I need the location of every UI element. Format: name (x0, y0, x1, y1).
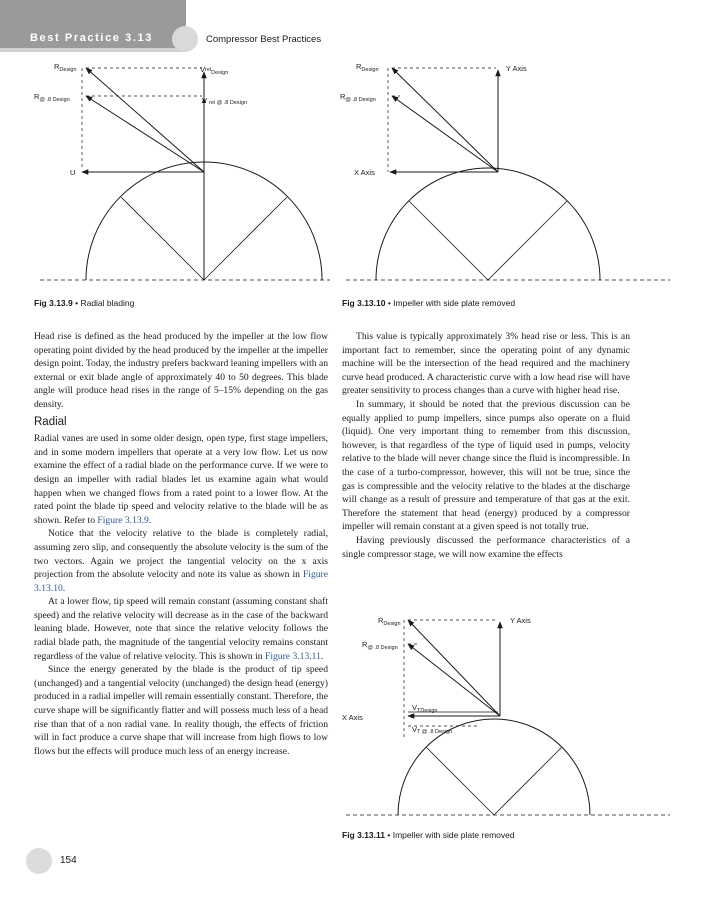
paragraph: Head rise is defined as the head produced by the impeller at the low flow operating point divided by the head produced by the impeller at the impeller design point. Today, the industry prefers backward leaning impellers with an external or exit blade angle of approximately 40 to 50 degrees. This blade angle will produce head rises in the range of 5–15% depending on the gas density. (34, 331, 328, 410)
right-column (342, 330, 630, 561)
header-band-shadow (0, 48, 186, 52)
figure-3-13-10 (340, 60, 675, 295)
paragraph: Radial vanes are used in some older design, open type, first stage impellers, and in some modern impellers that operate at a very low flow. Let us now examine the effect of a radial blade on the performance curve. If we were to design an impeller with radial blades let us examine again what would happen when we changed flows from a rated point to a lower flow. At the rated point the blade tip speed and velocity relative to the blade will be as shown. Refer to Figure 3.13.9. (34, 433, 328, 526)
figure-3-13-9 (30, 60, 340, 295)
label-r-08-design-10: $R_{@ .8 Design}$ (340, 92, 376, 103)
caption-fig-3-13-10: Fig 3.13.10 • Impeller with side plate removed (342, 298, 516, 308)
paragraph: Since the energy generated by the blade is the product of tip speed (unchanged) and a tangential velocity (unchanged) the design head (energy) produced in a radial impeller will remain essentially constant. Therefore, the curve shape will be significantly flatter and will possess much less of a head rise than that of a non radial vane. In reality though, the effects of friction will in fact produce a curve shape that will increase from high flows to low flows but the effects will produce much less of an energy increase. (34, 664, 328, 757)
figure-3-13-11 (340, 612, 675, 822)
label-vrel-08-design: V rel @ .8 Design (202, 96, 248, 106)
page-number-ornament (26, 848, 52, 874)
label-u: U (70, 168, 76, 177)
label-vt-design: $V_{TDesign}$ (412, 703, 438, 714)
page-number: 154 (60, 855, 77, 866)
paragraph: This value is typically approximately 3% head rise or less. This is an important fact to remember, since the operating point of any dynamic machine will be the intersection of the head required and the machinery curve head produced. A characteristic curve with a low head rise will have greater sensitivity to process changes than a curve with higher head rise. (342, 331, 630, 397)
label-r-design-10: $R_{Design}$ (356, 62, 379, 73)
figure-3-13-11-diagram (340, 612, 675, 822)
paragraph: In summary, it should be noted that the previous discussion can be equally applied to pump impellers, since pumps also operate on a fluid (liquid). One very important thing to remember from this discussion, however, is that regardless of the type of liquid used in pumps, velocity relative to the blade will never change since the fluid is incompressible. In the case of a turbo-compressor, however, this will not be true, since the gas is compressible and the velocity relative to the blades at the discharge will change as a result of pressure and temperature of that gas at the exit. Therefore the statement that head (energy) produced by a compressor impeller will remain constant at a given speed is not totally true. (342, 398, 630, 533)
paragraph: Notice that the velocity relative to the blade is completely radial, assuming zero slip, and consequently the absolute velocity is the sum of the two vectors. Again we project the tangential velocity on the x axis projection from the absolute velocity and note its value as shown in Figure 3.13.10. (34, 528, 328, 594)
label-y-axis-11: Y Axis (510, 616, 531, 625)
label-x-axis-10: X Axis (354, 168, 375, 177)
paragraph: Having previously discussed the performance characteristics of a single compressor stage, we will now examine the effects (342, 534, 630, 560)
section-heading-radial: Radial (34, 415, 67, 428)
caption-fig-3-13-9: Fig 3.13.9 • Radial blading (34, 298, 135, 308)
caption-fig-3-13-11: Fig 3.13.11 • Impeller with side plate removed (342, 830, 515, 840)
label-r-design-11: $R_{Design}$ (378, 616, 401, 627)
figure-3-13-10-diagram (340, 60, 675, 295)
paragraph: At a lower flow, tip speed will remain constant (assuming constant shaft speed) and the relative velocity will decrease as in the case of the backward leaning blade. However, note that since the relative velocity follows the radial blade path, the magnitude of the tangential velocity remains constant regardless of the value of relative velocity. This is shown in Figure 3.13.11. (34, 596, 328, 662)
link-figure-3-13-9[interactable]: Figure 3.13.9 (97, 514, 149, 526)
label-r-08-design: $R_{@ .8 Design}$ (34, 92, 70, 103)
link-figure-3-13-10[interactable]: Figure 3.13.10 (34, 569, 328, 594)
link-figure-3-13-11[interactable]: Figure 3.13.11 (265, 650, 321, 662)
left-column (34, 330, 328, 758)
label-vrel-design: Vrel$_{Design}$ (200, 65, 229, 76)
book-title: Compressor Best Practices (206, 34, 322, 45)
label-vt-08-design: VT @ .8 Design (412, 725, 453, 735)
section-label: Best Practice 3.13 (30, 32, 153, 44)
label-x-axis-11: X Axis (342, 713, 363, 722)
label-r-design: $R_{Design}$ (54, 62, 77, 73)
label-r-08-design-11: $R_{@ .8 Design}$ (362, 640, 398, 651)
label-y-axis-10: Y Axis (506, 64, 527, 73)
figure-3-13-9-diagram (30, 60, 340, 295)
header-circle-ornament (172, 26, 198, 52)
